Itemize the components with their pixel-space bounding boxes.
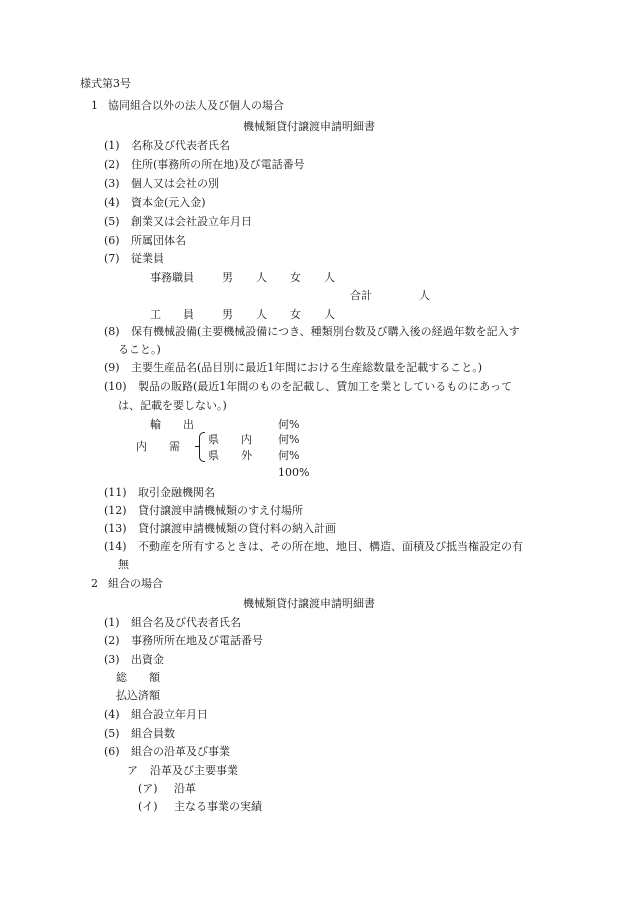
item-contribution: 出資金 [131,653,164,666]
item-number: (4) [104,708,120,721]
item-address-phone: 住所(事務所の所在地)及び電話番号 [131,158,305,171]
item-union-name: 組合名及び代表者氏名 [131,616,241,629]
item-real-estate: 不動産を所有するときは、その所在地、地目、構造、面積及び抵当権設定の有 [138,540,523,553]
capital-total: 総 額 [116,671,160,684]
item-number: (5) [104,727,120,740]
item-number: (2) [104,158,120,171]
sales-export-pct: 何% [278,418,300,431]
item-number: (2) [104,634,120,647]
item-number: (14) [104,540,127,553]
item-individual-or-company: 個人又は会社の別 [131,177,219,190]
item-number: (8) [104,325,120,338]
subitem-history-main-business: 沿革及び主要事業 [150,764,238,777]
item-main-products: 主要生産品名(品目別に最近1年間における生産総数量を記載すること。) [131,361,483,374]
sales-in-prefecture: 県 内 [208,433,252,446]
item-number: (3) [104,653,120,666]
item-office-address: 事務所所在地及び電話番号 [131,634,263,647]
item-member-count: 組合員数 [131,727,175,740]
item-machinery-owned-cont: ること。) [118,343,161,356]
employees-unit: 人 [256,271,267,284]
subitem-marker: ア [127,764,138,777]
item-number: (11) [104,486,127,499]
item-payment-plan: 貸付譲渡申請機械類の貸付料の納入計画 [138,522,336,535]
employees-unit: 人 [256,308,267,321]
item-number: (4) [104,196,120,209]
subitem-history: 沿革 [174,782,196,795]
subitem-marker: (イ) [138,800,158,813]
subitem-marker: (ア) [138,782,158,795]
section1-form-title: 機械類貸付譲渡申請明細書 [243,120,375,133]
section1-number: 1 [91,99,98,112]
employees-female-label: 女 [290,308,301,321]
item-installation-site: 貸付譲渡申請機械類のすえ付場所 [138,504,303,517]
employees-office-staff: 事務職員 [150,271,194,284]
item-history-business: 組合の沿革及び事業 [131,745,230,758]
item-number: (1) [104,139,120,152]
subitem-business-results: 主なる事業の実績 [174,800,262,813]
sales-out-prefecture: 県 外 [208,449,252,462]
section2-form-title: 機械類貸付譲渡申請明細書 [243,597,375,610]
employees-male-label: 男 [222,308,233,321]
sales-total-pct: 100% [278,466,310,479]
section2-number: 2 [91,577,98,590]
capital-paid: 払込済額 [116,689,160,702]
employees-unit: 人 [324,308,335,321]
section1-heading: 協同組合以外の法人及び個人の場合 [108,99,284,112]
item-name-representative: 名称及び代表者氏名 [131,139,230,152]
employees-male-label: 男 [222,271,233,284]
form-number: 様式第3号 [80,77,131,90]
item-number: (6) [104,745,120,758]
item-number: (7) [104,252,120,265]
employees-total-label: 合計 [350,289,372,302]
item-founding-date: 創業又は会社設立年月日 [131,215,252,228]
sales-domestic: 内 需 [136,440,180,453]
item-number: (6) [104,234,120,247]
item-number: (1) [104,616,120,629]
item-capital: 資本金(元入金) [131,196,206,209]
employees-unit: 人 [419,289,430,302]
item-number: (3) [104,177,120,190]
sales-export: 輸 出 [150,418,194,431]
employees-workers: 工 員 [150,308,194,321]
item-sales-channels: 製品の販路(最近1年間のものを記載し、賃加工を業としているものにあって [138,380,513,393]
item-number: (9) [104,361,120,374]
item-machinery-owned: 保有機械設備(主要機械設備につき、種類別台数及び購入後の経過年数を記入す [131,325,520,338]
item-union-founding-date: 組合設立年月日 [131,708,208,721]
item-bank: 取引金融機関名 [138,486,215,499]
employees-unit: 人 [324,271,335,284]
sales-in-prefecture-pct: 何% [278,433,300,446]
sales-out-prefecture-pct: 何% [278,449,300,462]
item-number: (13) [104,522,127,535]
item-affiliated-group: 所属団体名 [131,234,186,247]
item-number: (12) [104,504,127,517]
employees-female-label: 女 [290,271,301,284]
item-sales-channels-cont: は、記載を要しない。) [118,399,227,412]
item-number: (10) [104,380,127,393]
section2-heading: 組合の場合 [108,577,163,590]
item-number: (5) [104,215,120,228]
brace-icon [199,432,205,462]
item-real-estate-cont: 無 [118,558,129,571]
item-employees: 従業員 [131,252,164,265]
